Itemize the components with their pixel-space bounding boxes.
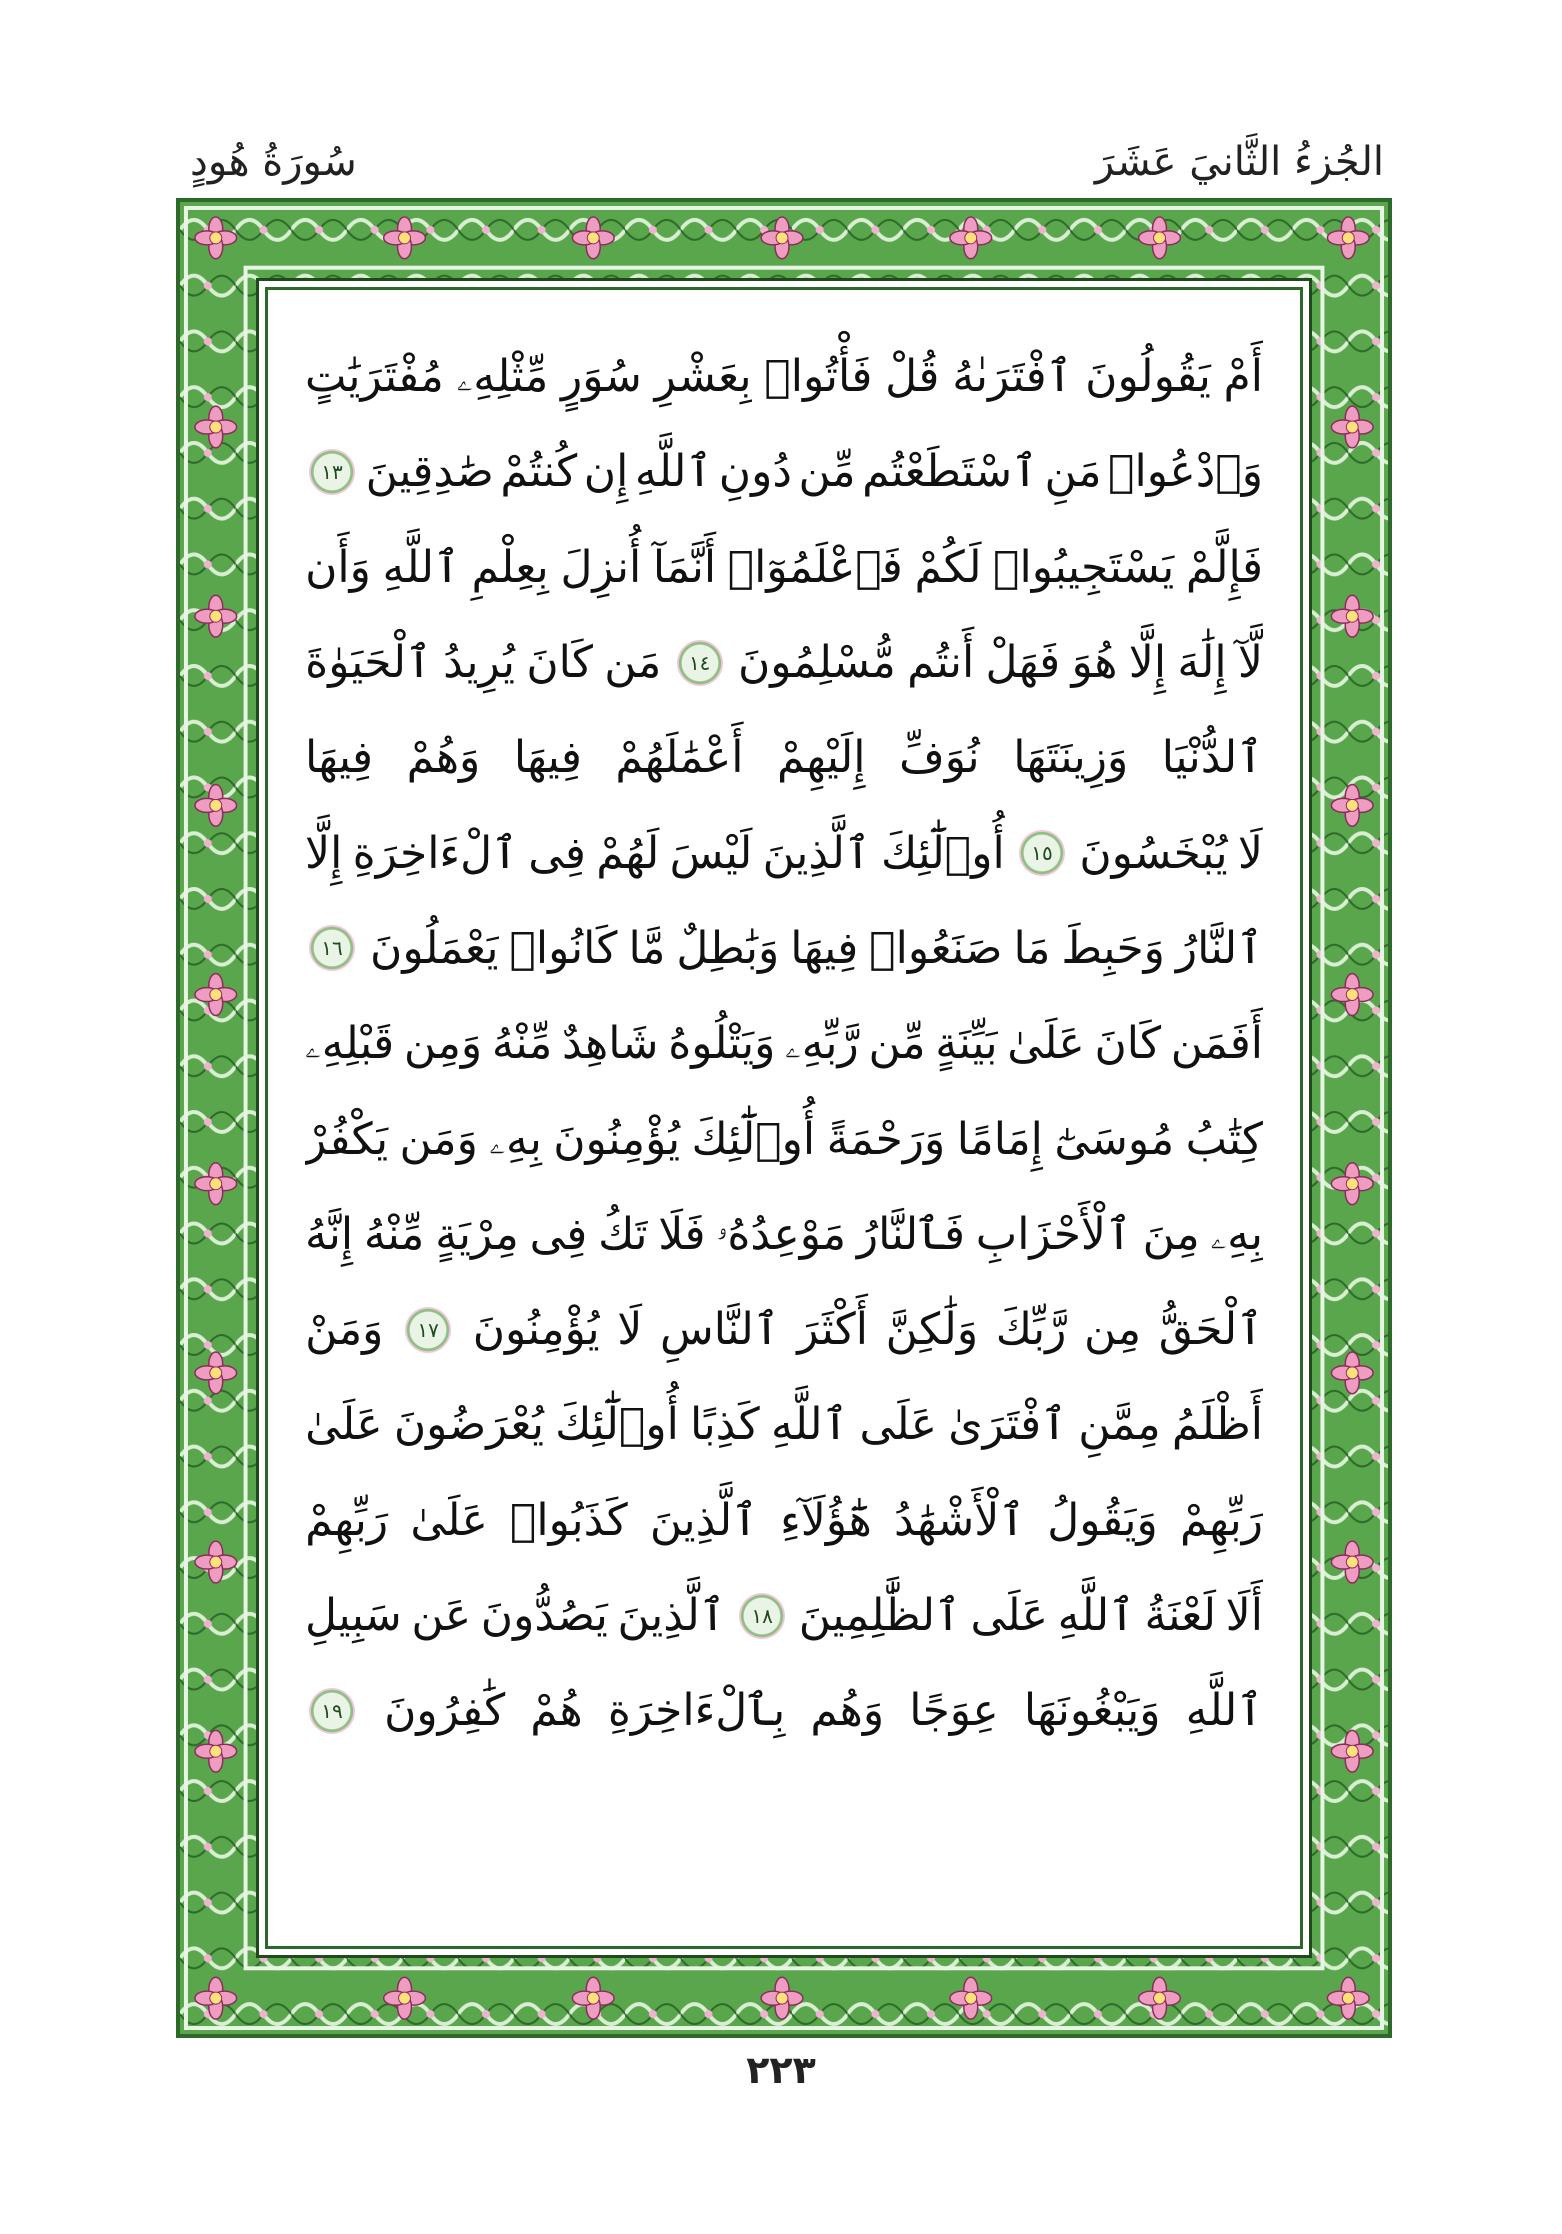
verse-word: مُّسْلِمُونَ [737, 637, 896, 689]
verse-line [305, 1377, 1263, 1472]
ayah-number-marker: ١٥ [1019, 830, 1065, 876]
verse-word: صَٰدِقِينَ [365, 446, 494, 498]
verse-word: سَبِيلِ [305, 1590, 402, 1641]
verse-word: عَلَى [859, 1399, 937, 1451]
verse-word: إِلَّا [1128, 637, 1167, 689]
verse-word: ٱللَّهِ [1185, 1685, 1263, 1737]
verse-word: ٱلْحَقُّ [1158, 1304, 1263, 1356]
verse-word: لَا [617, 1304, 643, 1356]
verse-word: يَصُدُّونَ [480, 1590, 608, 1641]
verse-word: رَبِّهِمْ [1179, 1494, 1263, 1546]
ayah-number-marker: ١٤ [677, 640, 723, 686]
verse-word: مِنَ [1142, 1208, 1200, 1260]
verse-word: إِلَيْهِمْ [777, 732, 866, 784]
verse-word: تَكُ [598, 1208, 648, 1260]
verse-word: كَانُوا۟ [509, 922, 618, 974]
verse-word: عَلَىٰ [1007, 1018, 1085, 1070]
verse-word: لَيْسَ [669, 827, 753, 879]
verse-word: فَإِلَّمْ [1185, 541, 1263, 593]
verse-word: فِيهَا [790, 922, 859, 974]
verse-word: يُعْرَضُونَ [393, 1399, 544, 1451]
ayah-number-marker: ١٨ [739, 1593, 785, 1639]
verse-word: عِوَجًا [909, 1685, 999, 1737]
verse-word: عَلَىٰ [410, 1494, 488, 1546]
verse-word: نُوَفِّ [899, 732, 980, 784]
verse-word: ٱللَّهِ [634, 446, 713, 498]
verse-word: بِهِۦ [1210, 1208, 1263, 1260]
verse-word: ٱللَّهِ [382, 541, 460, 593]
verse-word: أُنزِلَ [560, 541, 642, 593]
verse-word: أُو۟لَٰٓئِكَ [881, 827, 1005, 879]
verse-word: كَذِبًا [690, 1399, 760, 1451]
verse-word: ٱلظَّٰلِمِينَ [798, 1590, 961, 1641]
verse-word: أَفَمَن [1170, 1018, 1263, 1070]
verse-word: كَانَ [526, 637, 593, 689]
ayah-number-marker: ١٧ [405, 1307, 451, 1353]
verse-word: وَمَنْ [305, 1304, 384, 1356]
verse-line [305, 424, 1263, 519]
verse-word: فَأْتُوا۟ [764, 351, 873, 403]
verse-word: وَهُم [810, 1685, 885, 1737]
verse-line [305, 1663, 1263, 1758]
verse-line [305, 1568, 1263, 1663]
verse-word: دُونِ [718, 446, 792, 498]
verse-word: إِنَّهُ [305, 1208, 354, 1260]
verse-word: أَظْلَمُ [1171, 1399, 1263, 1451]
verse-word: لَا [1237, 827, 1263, 879]
verse-word: ٱلنَّاسِ [660, 1304, 780, 1356]
verse-word: لَكُمْ [914, 541, 982, 593]
verse-word: سُوَرٍ [561, 351, 642, 403]
juz-label: الجُزءُ الثَّانيَ عَشَرَ [1094, 139, 1384, 185]
verse-word: وَمَن [399, 1113, 478, 1165]
verse-word: ٱلَّذِينَ [649, 1494, 758, 1546]
verse-word: وَهُمْ [406, 732, 481, 784]
verse-word: ٱسْتَطَعْتُم [862, 446, 1038, 498]
verse-word: فِى [528, 827, 586, 879]
verse-word: رَّبِّهِۦ [785, 1018, 859, 1070]
verse-word: كَذَبُوا۟ [510, 1494, 628, 1546]
verse-line [305, 710, 1263, 805]
verse-word: كَانَ [1094, 1018, 1162, 1070]
verse-word: مَوْعِدُهُۥ [716, 1208, 847, 1260]
verse-word: مُفْتَرَيَٰتٍ [305, 351, 444, 403]
verse-word: قَبْلِهِۦ [305, 1018, 395, 1070]
verse-word: وَمِن [403, 1018, 483, 1070]
verse-line [305, 805, 1263, 900]
verse-word: ٱللَّهِ [770, 1399, 849, 1451]
verse-word: فَهَلْ [985, 637, 1061, 689]
verse-word: بِٱلْءَاخِرَةِ [607, 1685, 786, 1737]
verse-word: إِن [583, 446, 629, 498]
verse-word: هَٰٓؤُلَآءِ [780, 1494, 872, 1546]
verse-word: وَٱدْعُوا۟ [1108, 446, 1263, 498]
verse-word: وَحَبِطَ [1061, 922, 1165, 974]
verse-word: فِى [529, 1208, 588, 1260]
verse-line [305, 1091, 1263, 1186]
verse-word: وَيَبْغُونَهَا [1023, 1685, 1161, 1737]
verse-word: مَّا [628, 922, 666, 974]
verse-word: بِهِۦ [489, 1113, 542, 1165]
verse-word: مِّن [868, 1018, 926, 1070]
verse-word: وَلَٰكِنَّ [885, 1304, 979, 1356]
verse-word: ٱلْءَاخِرَةِ [352, 827, 518, 879]
verse-word: أُو۟لَٰٓئِكَ [555, 1399, 679, 1451]
verse-line [305, 520, 1263, 615]
verse-word: يَسْتَجِيبُوا۟ [993, 541, 1175, 593]
verse-line [305, 996, 1263, 1091]
verse-word: ٱلَّذِينَ [617, 1590, 726, 1641]
verse-line [305, 615, 1263, 710]
verse-word: إِمَامًا [956, 1113, 1043, 1165]
ornamental-frame [176, 198, 1392, 2038]
verse-word: رَّبِّكَ [995, 1304, 1067, 1356]
verse-word: فَٱعْلَمُوٓا۟ [727, 541, 903, 593]
verse-word: يَكْفُرْ [305, 1113, 389, 1165]
verse-word: بِعَشْرِ [654, 351, 752, 403]
verse-word: فِيهَا [513, 732, 582, 784]
verse-word: وَبَٰطِلٌ [676, 922, 780, 974]
verse-word: ٱلَّذِينَ [762, 827, 871, 879]
page-number: ٢٢٣ [746, 2048, 816, 2092]
verse-word: لَهُمْ [596, 827, 660, 879]
verse-word: يُبْخَسُونَ [1079, 827, 1228, 879]
ayah-number-marker: ١٦ [309, 925, 355, 971]
verse-word: ٱلْحَيَوٰةَ [305, 637, 432, 689]
verse-word: أُو۟لَٰٓئِكَ [691, 1113, 816, 1165]
verse-word: فَلَا [658, 1208, 706, 1260]
verse-word: وَأَن [305, 541, 371, 593]
verse-line [305, 1473, 1263, 1568]
verse-word: مِن [1083, 1304, 1142, 1356]
verse-word: لَعْنَةُ [1144, 1590, 1217, 1641]
verse-word: مِمَّنِ [1078, 1399, 1161, 1451]
verse-line [305, 1187, 1263, 1282]
verse-word: يُرِيدُ [443, 637, 515, 689]
verse-word: إِلَّا [305, 827, 343, 879]
verse-word: أَلَا [1225, 1590, 1263, 1641]
verse-word: يُؤْمِنُونَ [472, 1304, 600, 1356]
verse-word: كِتَٰبُ [1185, 1113, 1263, 1165]
verse-word: مُوسَىٰٓ [1054, 1113, 1175, 1165]
verse-word: أَنَّمَآ [652, 541, 717, 593]
verse-word: وَيَقُولُ [1047, 1494, 1158, 1546]
verse-word: ٱللَّهِ [1057, 1590, 1135, 1641]
verse-word: ٱفْتَرَىٰهُ [952, 351, 1073, 403]
verse-text-panel [256, 278, 1312, 1958]
verse-word: عَن [411, 1590, 472, 1641]
verse-word: وَرَحْمَةً [826, 1113, 946, 1165]
verse-word: كَٰفِرُونَ [384, 1685, 506, 1737]
verse-word: أَكْثَرَ [797, 1304, 868, 1356]
verse-word: ٱلْأَحْزَابِ [975, 1208, 1132, 1260]
ayah-number-marker: ١٩ [309, 1688, 355, 1734]
surah-label: سُورَةُ هُودٍ [190, 139, 357, 185]
verse-word: مِرْيَةٍ [435, 1208, 519, 1260]
verse-word: يُؤْمِنُونَ [553, 1113, 681, 1165]
verse-word: أَعْمَٰلَهُمْ [615, 732, 744, 784]
verse-word: مَن [604, 637, 662, 689]
verse-line [305, 329, 1263, 424]
verse-word: قُلْ [885, 351, 940, 403]
verse-word: مَا [1013, 922, 1051, 974]
verse-word: وَزِينَتَهَا [1013, 732, 1129, 784]
verse-word: لَّآ [1237, 637, 1263, 689]
verse-word: ٱلْأَشْهَٰدُ [893, 1494, 1026, 1546]
verse-word: عَلَى [970, 1590, 1048, 1641]
verse-word: بِعِلْمِ [471, 541, 549, 593]
verse-word: إِلَٰهَ [1177, 637, 1227, 689]
verse-word: مِّنْهُ [491, 1018, 553, 1070]
verse-word: صَنَعُوا۟ [869, 922, 1003, 974]
verse-word: مَنِ [1044, 446, 1102, 498]
verse-word: فِيهَا [305, 732, 373, 784]
verse-word: شَاهِدٌ [561, 1018, 659, 1070]
verse-word: ٱفْتَرَىٰ [948, 1399, 1067, 1451]
verse-word: مِّنْهُ [363, 1208, 425, 1260]
verse-word: ٱلدُّنْيَا [1161, 732, 1263, 784]
verse-word: مِّثْلِهِۦ [456, 351, 549, 403]
verse-word: هُوَ [1071, 637, 1118, 689]
verse-word: أَمْ [1223, 351, 1263, 403]
ayah-number-marker: ١٣ [309, 449, 355, 495]
verse-line [305, 1282, 1263, 1377]
verse-word: هُمْ [530, 1685, 583, 1737]
verse-word: كُنتُمْ [500, 446, 578, 498]
verse-word: رَبِّهِمْ [305, 1494, 389, 1546]
verse-word: أَنتُم [907, 637, 975, 689]
verse-word: ٱلنَّارُ [1175, 922, 1263, 974]
verse-line [305, 901, 1263, 996]
verse-word: مِّن [798, 446, 856, 498]
verse-word: بَيِّنَةٍ [935, 1018, 998, 1070]
verse-word: فَٱلنَّارُ [856, 1208, 965, 1260]
verse-word: وَيَتْلُوهُ [668, 1018, 776, 1070]
verse-word: عَلَىٰ [305, 1399, 383, 1451]
verse-word: يَقُولُونَ [1085, 351, 1211, 403]
verse-word: يَعْمَلُونَ [370, 922, 499, 974]
